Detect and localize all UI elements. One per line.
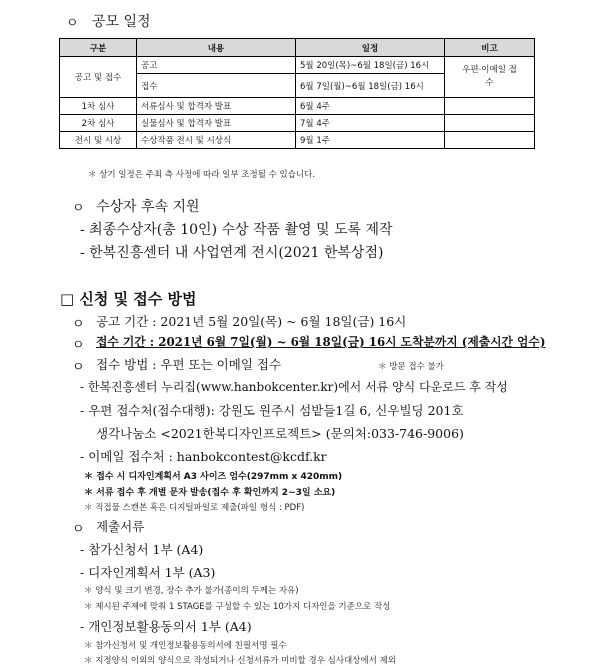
- support-item: - 최종수상자(총 10인) 수상 작품 촬영 및 도록 제작: [80, 222, 393, 238]
- document-note: ＊ 양식 및 크기 변경, 장수 추가 불가(종이의 두께는 자유): [84, 586, 299, 596]
- table-cell: 5월 20일(목)~6월 18일(금) 16시: [296, 57, 445, 74]
- col-header: 내용: [137, 39, 296, 57]
- table-cell: [445, 98, 535, 115]
- apply-receipt: 접수 기간 : 2021년 6월 7일(월) ~ 6월 18일(금) 16시 도착분까지 (제출시간 엄수): [96, 335, 546, 349]
- table-cell: 전시 및 시상: [60, 132, 137, 149]
- support-item: - 한복진흥센터 내 사업연계 전시(2021 한복상점): [80, 245, 384, 261]
- document-note: ＊ 지정양식 이외의 양식으로 작성되거나 신청서류가 미비할 경우 심사대상에서 제외: [84, 656, 396, 666]
- table-cell: 공고: [137, 57, 296, 74]
- table-cell: 서류심사 및 합격자 발표: [137, 98, 296, 115]
- table-row: [60, 98, 535, 115]
- table-cell: 9월 1주: [296, 132, 445, 149]
- table-cell: 우편·이메일 접수: [445, 57, 535, 98]
- table-cell: 6월 4주: [296, 98, 445, 115]
- table-cell: 실물심사 및 합격자 발표: [137, 115, 296, 132]
- schedule-footnote: ＊ 상기 일정은 주최 측 사정에 따라 일부 조정될 수 있습니다.: [88, 170, 316, 180]
- document-note: ＊ 참가신청서 및 개인정보활용동의서에 친필서명 필수: [84, 641, 287, 651]
- table-cell: 6월 7일(월)~6월 18일(금) 16시: [296, 74, 445, 98]
- apply-section-title: □ 신청 및 접수 방법: [60, 290, 197, 308]
- table-cell: 공고 및 접수: [60, 57, 137, 98]
- table-cell: 2차 심사: [60, 115, 137, 132]
- table-header-row: [60, 39, 535, 57]
- col-header: 비고: [445, 39, 535, 57]
- support-heading: 수상자 후속 지원: [96, 199, 200, 215]
- table-cell: 수상작품 전시 및 시상식: [137, 132, 296, 149]
- apply-note: ＊ 직접물 스캔본 혹은 디지털파일로 제출(파일 형식 : PDF): [84, 503, 305, 513]
- table-cell: 1차 심사: [60, 98, 137, 115]
- col-header: 구분: [60, 39, 137, 57]
- bullet-icon: ㅇ: [72, 360, 85, 375]
- apply-method-note: ＊ 방문 접수 불가: [378, 362, 444, 372]
- bullet-icon: ㅇ: [72, 338, 85, 353]
- apply-step: - 우편 접수처(접수대행): 강원도 원주시 섬밭들1길 6, 신우빌딩 201호: [80, 403, 464, 418]
- schedule-table: [59, 38, 535, 149]
- bullet-icon: ㅇ: [72, 201, 85, 216]
- document-item: - 참가신청서 1부 (A4): [80, 542, 204, 557]
- document-note: ＊ 제시된 주제에 맞춰 1 STAGE를 구성할 수 있는 10가지 디자인을 기준으로 작성: [84, 602, 391, 612]
- table-cell: 접수: [137, 74, 296, 98]
- table-row: [60, 132, 535, 149]
- table-cell: [445, 132, 535, 149]
- table-cell: [445, 115, 535, 132]
- table-row: [60, 57, 535, 74]
- apply-note-bold: ＊ 서류 접수 후 개별 문자 발송(접수 후 확인까지 2~3일 소요): [84, 488, 336, 498]
- schedule-heading: 공모 일정: [92, 14, 151, 30]
- apply-step: - 이메일 접수처 : hanbokcontest@kcdf.kr: [80, 449, 327, 464]
- table-cell: 7월 4주: [296, 115, 445, 132]
- document-item: - 디자인계획서 1부 (A3): [80, 565, 216, 580]
- apply-method: 접수 방법 : 우편 또는 이메일 접수: [96, 357, 282, 372]
- bullet-icon: ㅇ: [66, 16, 79, 31]
- table-row: [60, 115, 535, 132]
- col-header: 일정: [296, 39, 445, 57]
- bullet-icon: ㅇ: [72, 522, 85, 537]
- apply-note-bold: ＊ 접수 시 디자인계획서 A3 사이즈 엄수(297mm x 420mm): [84, 472, 343, 482]
- apply-period: 공고 기간 : 2021년 5월 20일(목) ~ 6월 18일(금) 16시: [96, 314, 407, 329]
- apply-step: 생각나눔소 <2021한복디자인프로젝트> (문의처:033-746-9006): [96, 426, 464, 441]
- apply-step: - 한복진흥센터 누리집(www.hanbokcenter.kr)에서 서류 양식 다운로드 후 작성: [80, 380, 508, 394]
- documents-heading: 제출서류: [96, 519, 145, 534]
- document-item: - 개인정보활용동의서 1부 (A4): [80, 619, 252, 634]
- bullet-icon: ㅇ: [72, 317, 85, 332]
